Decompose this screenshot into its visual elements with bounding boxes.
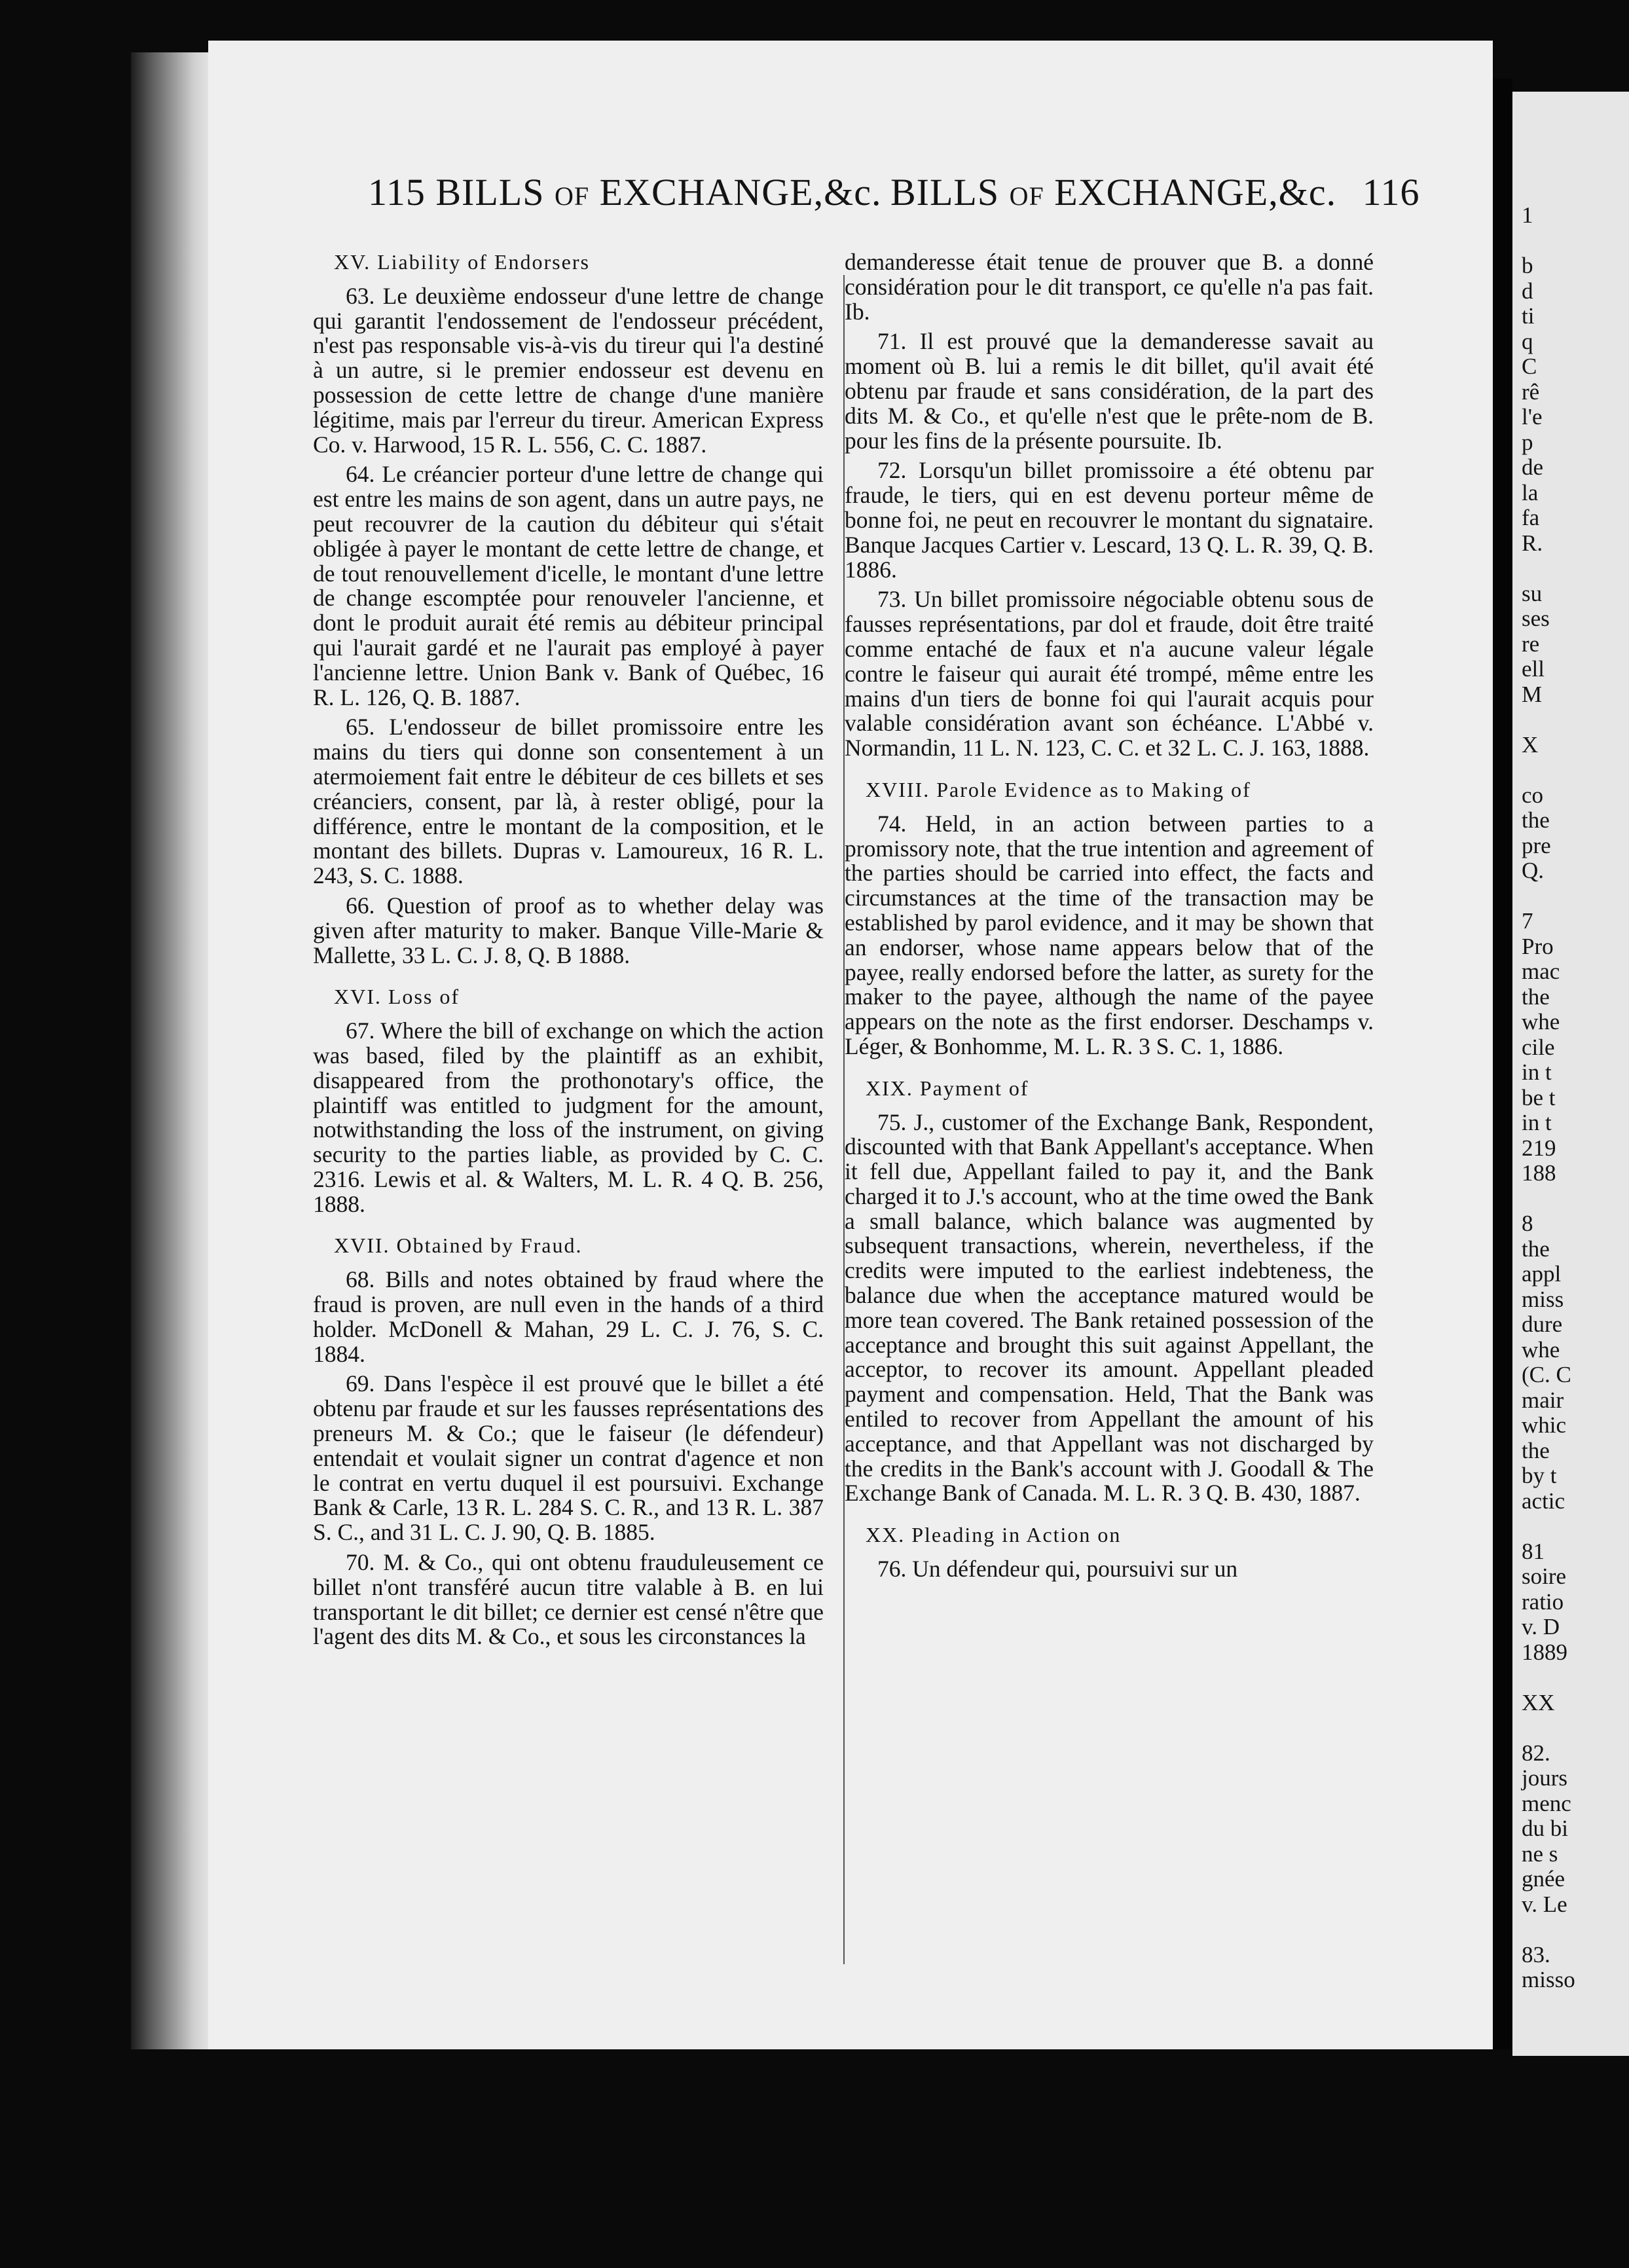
next-page-fragment	[1512, 1514, 1629, 1539]
running-title-right: BILLS OF EXCHANGE,&c.	[890, 171, 1337, 213]
next-page-fragment: M	[1522, 681, 1543, 707]
next-page-fragment: re	[1522, 631, 1540, 657]
next-page-fragment: 188	[1522, 1160, 1556, 1186]
next-page-fragment: the	[1522, 1437, 1550, 1463]
next-page-fragment: su	[1522, 580, 1543, 606]
next-page-fragment: gnée	[1522, 1866, 1565, 1892]
next-page-fragment: in t	[1522, 1059, 1552, 1085]
next-page-fragment: appl	[1522, 1261, 1562, 1287]
next-page-fragment: v. Le	[1522, 1891, 1567, 1917]
paragraph: 73. Un billet promissoire négociable obtenu sous de fausses représentations, par dol et fraude, doit être traité comme entaché de faux et n'a aucune valeur légale contre le faiseur qui aurait été trompé, même entre les mains d'un tiers de bonne foi qui l'aurait acquis pour valable considération avant son échéance. L'Abbé v. Normandin, 11 L. N. 123, C. C. et 32 L. C. J. 163, 1888.	[845, 586, 1374, 761]
section-heading: XIX. Payment of	[866, 1076, 1029, 1100]
paragraph-continued: demanderesse était tenue de prouver que B. a donné considération pour le dit transport, ce qu'elle n'a pas fait. Ib.	[845, 249, 1374, 325]
next-page-fragment: Q.	[1522, 858, 1545, 883]
next-page-fragment: (C. C	[1522, 1362, 1571, 1387]
next-page-fragment: 7	[1522, 908, 1533, 934]
next-page-fragment: actic	[1522, 1488, 1565, 1514]
section-heading: XVI. Loss of	[334, 985, 460, 1009]
next-page-fragment: la	[1522, 479, 1539, 505]
next-page-fragment: b	[1522, 253, 1533, 278]
next-page-fragment: by t	[1522, 1463, 1557, 1488]
next-page-fragment: ne s	[1522, 1840, 1558, 1867]
paragraph: 75. J., customer of the Exchange Bank, Respondent, discounted with that Bank Appellant's acceptance. When it fell due, Appellant failed to pay it, and the Bank charged it to J.'s account, who at the time owed the Bank a small balance, which balance was augmented by subsequent transactions, wherein, nevertheless, if the credits were imputed to the earliest indebteness, the balance due when the acceptance matured would be more tean covered. The Bank retained possession of the acceptance and brought this suit against Appellant, the acceptor, to recover its amount. Appellant pleaded payment and compensation. Held, That the Bank was entiled to recover from Appellant the amount of his acceptance, and that Appellant was not discharged by the credits in the Bank's account with J. Goodall & The Exchange Bank of Canada. M. L. R. 3 Q. B. 430, 1887.	[845, 1108, 1374, 1507]
book-binding	[131, 52, 210, 2049]
running-header-right	[890, 170, 1419, 214]
next-page-fragment: 219	[1522, 1135, 1556, 1161]
next-page-fragment: whe	[1522, 1336, 1560, 1363]
paragraph: 63. Le deuxième endosseur d'une lettre de change qui garantit l'endossement de l'endosseur précédent, n'est pas responsable vis-à-vis du tireur qui l'a destiné à un autre, si le premier endosseur est devenu en possession de cette lettre de change d'une manière légitime, mais par l'erreur du tireur. American Express Co. v. Harwood, 15 R. L. 556, C. C. 1887.	[313, 282, 824, 458]
next-page-fragment: p	[1522, 429, 1533, 455]
next-page-fragment	[1512, 1186, 1629, 1212]
right-column	[845, 250, 1374, 1587]
next-page-fragment: pre	[1522, 832, 1551, 858]
next-page-fragment: whe	[1522, 1009, 1560, 1034]
next-page-fragment: ses	[1522, 606, 1550, 631]
next-page-fragment: the	[1522, 983, 1550, 1010]
next-page-fragment: mair	[1522, 1387, 1564, 1413]
paragraph: 70. M. & Co., qui ont obtenu frauduleusement ce billet n'ont transféré aucun titre valable à B. en lui transportant le dit billet; ce dernier est censé n'être que l'agent des dits M. & Co., et sous les circonstances la	[313, 1549, 824, 1650]
next-page-fragment: 1889	[1522, 1639, 1567, 1665]
next-page-fragment: misso	[1522, 1967, 1575, 1992]
next-page-fragment: rê	[1522, 378, 1540, 405]
paragraph: 72. Lorsqu'un billet promissoire a été obtenu par fraude, le tiers, qui en est devenu porteur même de bonne foi, ne peut en recouvrer le montant du signataire. Banque Jacques Cartier v. Lescard, 13 Q. L. R. 39, Q. B. 1886.	[845, 457, 1374, 583]
page-number-left: 115	[368, 171, 426, 213]
paragraph: 74. Held, in an action between parties to a promissory note, that the true intention and agreement of the parties should be carried into effect, the facts and circumstances at the time of the transaction may be established by parol evidence, and it may be shown that an endorser, whose name appears below that of the payee, really endorsed before the latter, as surety for the maker to the payee, although the name of the payee appears on the note as the first endorser. Deschamps v. Léger, & Bonhomme, M. L. R. 3 S. C. 1, 1886.	[845, 810, 1374, 1059]
next-page-fragment: 83.	[1522, 1941, 1550, 1967]
next-page-fragment: cile	[1522, 1034, 1555, 1060]
next-page-edge	[1512, 92, 1629, 2056]
next-page-fragment: l'e	[1522, 404, 1543, 430]
next-page-fragment	[1512, 707, 1629, 733]
next-page-fragment: XX	[1522, 1689, 1555, 1715]
next-page-fragment: jours	[1522, 1765, 1567, 1791]
next-page-fragment: soire	[1522, 1564, 1567, 1589]
next-page-fragment: co	[1522, 782, 1544, 808]
paragraph: 71. Il est prouvé que la demanderesse savait au moment où B. lui a remis le dit billet, qu'il avait été obtenu par fraude et sans considération, de la part des dits M. & Co., et qu'elle n'est que le prête-nom de B. pour les fins de la présente poursuite. Ib.	[845, 328, 1374, 454]
next-page-fragment: 1	[1522, 202, 1533, 228]
section-heading: XVII. Obtained by Fraud.	[334, 1234, 583, 1258]
next-page-fragment	[1512, 229, 1629, 254]
next-page-fragment	[1512, 1715, 1629, 1741]
section-heading: XVIII. Parole Evidence as to Making of	[866, 777, 1251, 801]
paragraph: 76. Un défendeur qui, poursuivi sur un	[877, 1556, 1238, 1582]
paragraph: 65. L'endosseur de billet promissoire entre les mains du tiers qui donne son consentement à un atermoiement fait entre le débiteur de ces billets et ses créanciers, consent, par là, à rester obligé, pour la différence, entre le montant de la composition, et le montant des billets. Dupras v. Lamoureux, 16 R. L. 243, S. C. 1888.	[313, 714, 824, 889]
paragraph: 66. Question of proof as to whether delay was given after maturity to maker. Banque Ville-Marie & Mallette, 33 L. C. J. 8, Q. B 1888.	[313, 892, 824, 968]
next-page-fragment: de	[1522, 454, 1544, 480]
next-page-fragment: d	[1522, 278, 1533, 304]
next-page-fragment: 82.	[1522, 1740, 1550, 1766]
paragraph: 64. Le créancier porteur d'une lettre de change qui est entre les mains de son agent, dans un autre pays, ne peut recouvrer de la caution du débiteur qui s'était obligée à payer le montant de cette lettre de change, et de tout renouvellement d'icelle, le montant d'une lettre de change escomptée pour renouveler l'ancienne, et dont le produit aurait été remis au débiteur principal qui l'aurait gardé et ne l'aurait pas employé à payer l'ancienne lettre. Union Bank v. Bank of Québec, 16 R. L. 126, Q. B. 1887.	[313, 461, 824, 710]
page-gutter	[1493, 79, 1512, 2049]
page-number-right: 116	[1362, 171, 1420, 213]
next-page-fragment	[1512, 556, 1629, 581]
next-page-fragment: 81	[1522, 1538, 1545, 1564]
running-header-left	[368, 170, 881, 214]
paragraph: 68. Bills and notes obtained by fraud where the fraud is proven, are null even in the hands of a third holder. McDonell & Mahan, 29 L. C. J. 76, S. C. 1884.	[313, 1266, 824, 1367]
next-page-fragment	[1512, 1665, 1629, 1691]
next-page-fragment: dure	[1522, 1311, 1563, 1337]
next-page-fragment: menc	[1522, 1790, 1571, 1816]
section-heading: XV. Liability of Endorsers	[334, 250, 590, 274]
next-page-fragment: the	[1522, 807, 1550, 833]
next-page-fragment: in t	[1522, 1110, 1552, 1135]
next-page-fragment: q	[1522, 328, 1533, 354]
next-page-fragment: X	[1522, 731, 1539, 758]
next-page-fragment: whic	[1522, 1412, 1567, 1438]
paragraph: 67. Where the bill of exchange on which the action was based, filed by the plaintiff as an exhibit, disappeared from the prothonotary's office, the plaintiff was entitled to judgment for the amount, notwithstanding the loss of the instrument, on giving security to the parties liable, as provided by C. C. 2316. Lewis et al. & Walters, M. L. R. 4 Q. B. 256, 1888.	[313, 1017, 824, 1217]
next-page-fragment: fa	[1522, 505, 1540, 530]
next-page-fragment: R.	[1522, 530, 1543, 556]
paragraph: 69. Dans l'espèce il est prouvé que le billet a été obtenu par fraude et sur les fausses représentations des preneurs M. & Co.; que le faiseur (le défendeur) entendait et voulait signer un contrat d'agence et non le contrat en vertu duquel il est poursuivi. Exchange Bank & Carle, 13 R. L. 284 S. C. R., and 13 R. L. 387 S. C., and 31 L. C. J. 90, Q. B. 1885.	[313, 1370, 824, 1546]
next-page-fragment: ratio	[1522, 1588, 1564, 1615]
next-page-fragment: the	[1522, 1235, 1550, 1262]
next-page-fragment: v. D	[1522, 1614, 1560, 1639]
next-page-fragment	[1512, 758, 1629, 783]
next-page-fragment: du bi	[1522, 1816, 1568, 1841]
running-title-left: BILLS OF EXCHANGE,&c.	[435, 171, 882, 213]
next-page-fragment: be t	[1522, 1084, 1556, 1110]
next-page-fragment: miss	[1522, 1286, 1564, 1312]
section-heading: XX. Pleading in Action on	[866, 1523, 1122, 1547]
next-page-fragment: 8	[1522, 1211, 1533, 1236]
next-page-fragment: C	[1522, 354, 1537, 379]
next-page-fragment	[1512, 1917, 1629, 1943]
next-page-fragment: ell	[1522, 656, 1545, 682]
next-page-fragment	[1512, 884, 1629, 909]
next-page-fragment: mac	[1522, 959, 1560, 984]
left-column	[313, 250, 824, 1655]
next-page-fragment: ti	[1522, 303, 1535, 329]
next-page-fragment: Pro	[1522, 933, 1554, 959]
